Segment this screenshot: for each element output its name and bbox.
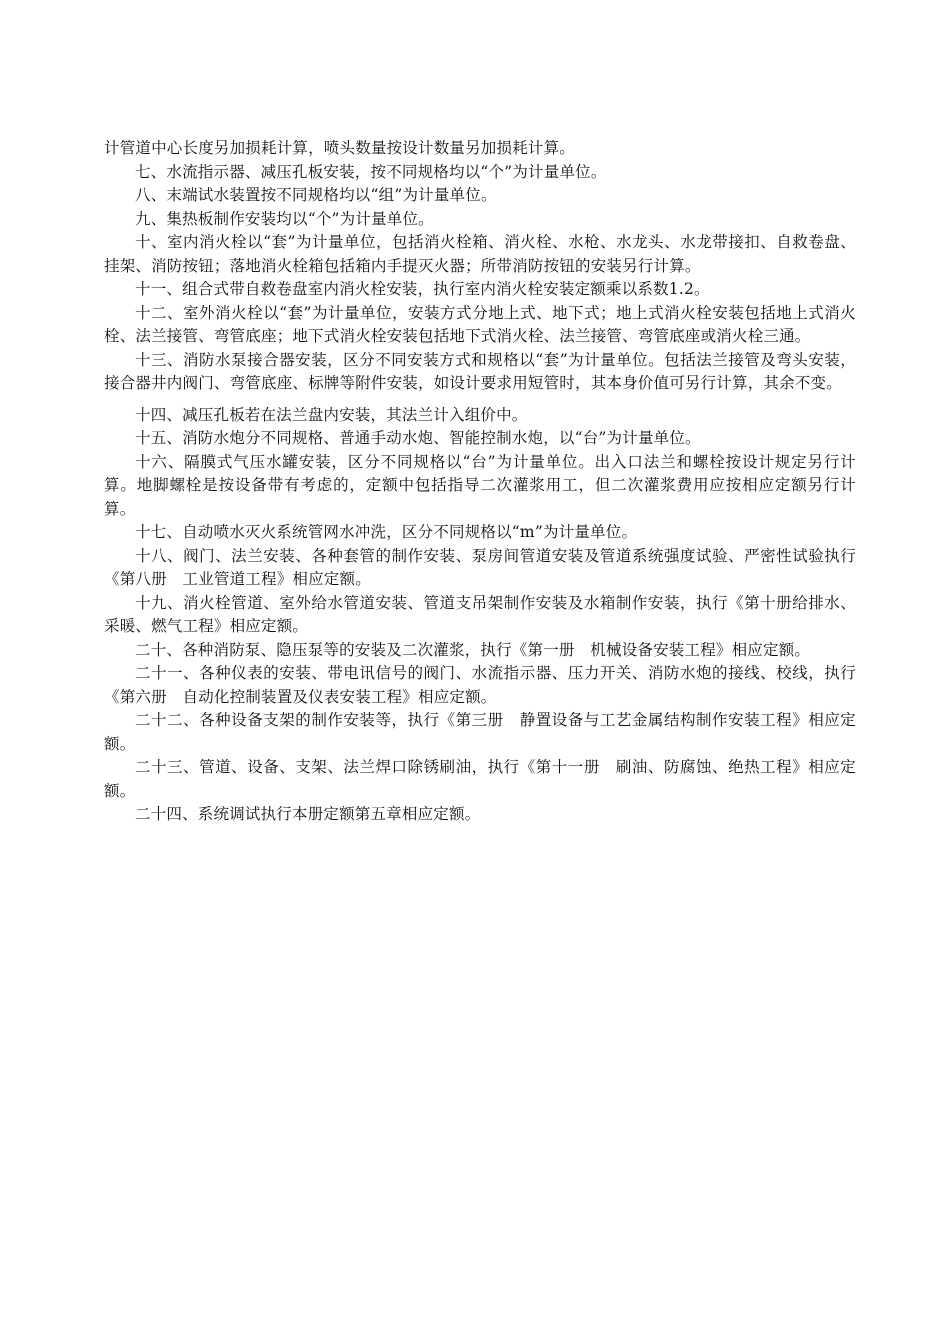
paragraph-item-22: 二十二、各种设备支架的制作安装等，执行《第三册 静置设备与工艺金属结构制作安装工程》相应定额。	[104, 711, 856, 753]
paragraph-item-7: 七、水流指示器、减压孔板安装，按不同规格均以“个”为计量单位。	[135, 162, 607, 181]
paragraph-item-8: 八、末端试水装置按不同规格均以“组”为计量单位。	[135, 186, 497, 204]
paragraph-item-13: 十三、消防水泵接合器安装，区分不同安装方式和规格以“套”为计量单位。包括法兰接管及弯头安装，接合器井内阀门、弯管底座、标牌等附件安装，如设计要求用短管时，其本身价值可另行计算，其余不变。	[104, 350, 856, 392]
paragraph-continuation: 计管道中心长度另加损耗计算，喷头数量按设计数量另加损耗计算。	[104, 139, 576, 157]
paragraph-item-20: 二十、各种消防泵、隐压泵等的安装及二次灌浆，执行《第一册 机械设备安装工程》相应定额。	[135, 640, 811, 659]
paragraph-item-24: 二十四、系统调试执行本册定额第五章相应定额。	[135, 805, 481, 823]
paragraph-item-17: 十七、自动喷水灭火系统管网水冲洗，区分不同规格以“m”为计量单位。	[135, 523, 638, 541]
paragraph-item-23: 二十三、管道、设备、支架、法兰焊口除锈刷油，执行《第十一册 刷油、防腐蚀、绝热工程》相应定额。	[104, 758, 856, 800]
document-body	[104, 137, 856, 827]
paragraph-item-16: 十六、隔膜式气压水罐安装，区分不同规格以“台”为计量单位。出入口法兰和螺栓按设计规定另行计算。地脚螺栓是按设备带有考虑的，定额中包括指导二次灌浆用工，但二次灌浆费用应按相应定额另行计算。	[104, 452, 856, 518]
paragraph-item-18: 十八、阀门、法兰安装、各种套管的制作安装、泵房间管道安装及管道系统强度试验、严密性试验执行《第八册 工业管道工程》相应定额。	[104, 546, 856, 588]
paragraph-item-21: 二十一、各种仪表的安装、带电讯信号的阀门、水流指示器、压力开关、消防水炮的接线、校线，执行《第六册 自动化控制装置及仪表安装工程》相应定额。	[104, 664, 856, 706]
paragraph-item-10: 十、室内消火栓以“套”为计量单位，包括消火栓箱、消火栓、水枪、水龙头、水龙带接扣、自救卷盘、挂架、消防按钮；落地消火栓箱包括箱内手提灭火器；所带消防按钮的安装另行计算。	[104, 233, 856, 275]
paragraph-item-11: 十一、组合式带自救卷盘室内消火栓安装，执行室内消火栓安装定额乘以系数1.2。	[135, 280, 710, 298]
paragraph-item-19: 十九、消火栓管道、室外给水管道安装、管道支吊架制作安装及水箱制作安装，执行《第十册给排水、采暖、燃气工程》相应定额。	[104, 593, 856, 635]
paragraph-item-12: 十二、室外消火栓以“套”为计量单位，安装方式分地上式、地下式；地上式消火栓安装包括地上式消火栓、法兰接管、弯管底座；地下式消火栓安装包括地下式消火栓、法兰接管、弯管底座或消火栓三通。	[104, 303, 856, 345]
paragraph-item-9: 九、集热板制作安装均以“个”为计量单位。	[135, 209, 434, 228]
paragraph-item-15: 十五、消防水炮分不同规格、普通手动水炮、智能控制水炮，以“台”为计量单位。	[135, 429, 701, 447]
paragraph-item-14: 十四、减压孔板若在法兰盘内安装，其法兰计入组价中。	[135, 405, 528, 424]
